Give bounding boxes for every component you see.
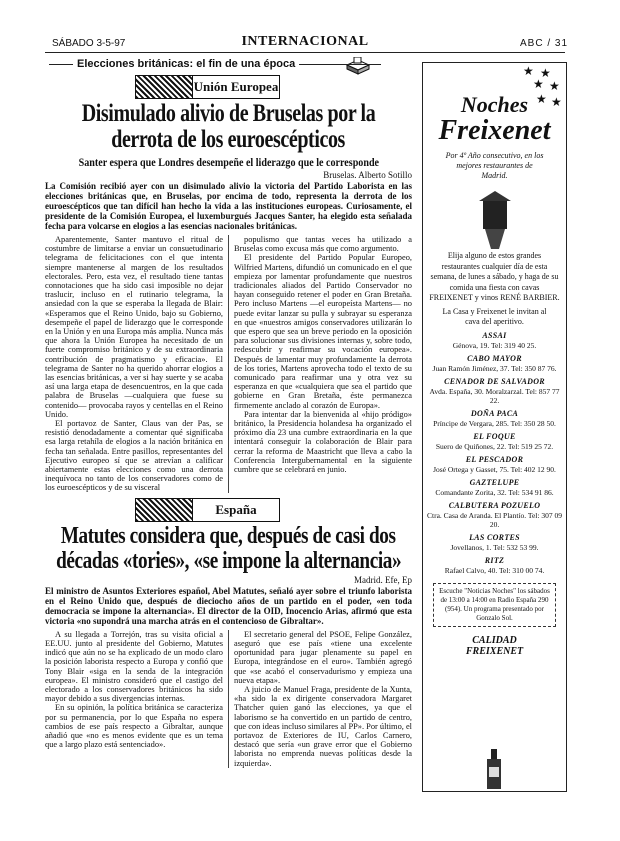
ad-radio-notice: Escuche "Noticias Noches" los sábados de 13:00 a 14:00 en Radio España 290 (954). Un programa presentado por Gonzalo Sol. — [433, 583, 556, 627]
ad-paragraph: Elija alguno de estos grandes restaurantes cualquier día de esta semana, de lunes a sábado, y haga de su comida una fiesta con cavas FREIXENET y vinos RENÉ BARBIER. — [429, 251, 560, 302]
restaurant-name: LAS CORTES — [469, 532, 520, 542]
ad-intro: Por 4º Año consecutivo, en los mejores restaurantes de Madrid. — [445, 151, 544, 180]
paragraph: populismo que tantas veces ha utilizado a Bruselas como excusa más que como argumento. — [234, 235, 412, 254]
restaurant-address: Génova, 19. Tel: 319 40 25. — [452, 340, 537, 350]
kicker-rule-right — [299, 64, 381, 65]
paragraph: Aparentemente, Santer mantuvo el ritual de costumbre de limitarse a enviar un consuetudinario telegrama de felicitaciones con el que intenta siempre mantenerse al margen de los resultados electorales. Pero, esta vez, el resultado tiene tantas connotaciones que ha sido casi imposible no dejar traslucir, incluso en el rutinario telegrama, la ansiedad con la que se esperaba la llegada de Blair: «Esperamos que el Reino Unido, bajo su Gobierno, desempeñe el papel de liderazgo que le corresponde en la Unión y en una Europa más amplia. Nunca más que ahora la Unión Europea ha necesitado de un fuerte compromiso británico y de su extraordinaria contribución de pragmatismo y eficacia». El telegrama de Santer no ha querido ahorrar elogios a las esencias británicas, a ver si hay suerte y se acaba así una larga etapa de desencuentros, en la que cada palabra de Bruselas —cualquiera que fuese su contenido— provocaba rayos y centellas en el Reino Unido. — [45, 235, 223, 419]
restaurant-name: CABO MAYOR — [467, 353, 522, 363]
article1-column-1 — [45, 235, 223, 493]
restaurant-item — [423, 556, 566, 575]
paragraph: El presidente del Partido Popular Europeo, Wilfried Martens, difundió un comunicado en el que empieza por lamentar profundamente que nuestros tradicionales aliados del Partido Conservador no hayan conseguido retener el poder en Gran Bretaña. Pero incluso Martens —el europeísta Martens— no puede evitar lanzar su pulla y subrayar su esperanza en que «nuestros amigos conservadores utilizarán lo que espero que sea un breve periodo en la oposición para solucionar sus divisiones internas y, sobre todo, redescubrir y reafirmar su vocación europea». Después de lamentar muy profundamente la derrota de los tories, Martens aprovecha todo el texto de su comunicado para reafirmar una y otra vez su esperanza en que «cualquiera que sea el partido que gobierne en Gran Bretaña, éste permanezca firmemente anclado al corazón de Europa». — [234, 253, 412, 410]
star-icon: ★ — [540, 66, 551, 80]
main-content — [45, 56, 412, 768]
paragraph: El portavoz de Santer, Claus van der Pas, se resistió denodadamente a comentar qué significaba esa larga retahíla de elogios a la nación británica en fecha tan señalada. Entre pasillos, representantes del Ejecutivo europeo sí que se atrevían a calificar abiertamente estas elecciones como una derrota inequívoca no tanto de los conservadores como de los euroescépticos y de su visceral — [45, 419, 223, 493]
ad-calidad-line2: FREIXENET — [465, 645, 524, 657]
restaurant-address: Suero de Quiñones, 22. Tel: 519 25 72. — [435, 441, 554, 451]
article2-columns — [45, 630, 412, 768]
article2-lead: El ministro de Asuntos Exteriores español, Abel Matutes, señaló ayer sobre el triunfo laborista en el Reino Unido que, después de dieciocho años de un partido en el poder, «en toda democracia se impone la alternancia». El director de la OID, Inocencio Arias, afirmó que esta victoria «no supondrá una marcha atrás en el contencioso de Gibraltar». — [45, 585, 412, 626]
article1-byline: Bruselas. Alberto Sotillo — [323, 170, 412, 180]
section-label-text: Unión Europea — [193, 79, 279, 94]
ad-brand-line1: Noches — [460, 92, 529, 117]
column-divider — [228, 630, 229, 768]
paragraph: A su llegada a Torrejón, tras su visita oficial a EE.UU. junto al presidente del Gobierno, Matutes indicó que aún no se ha explicado de un modo claro la posición laborista respecto a Europa y confió que Tony Blair «siga en la senda de la integración europea». El ministro consideró que el castigo del electorado a los conservadores británicos ha sido mayor debido a sus divergencias internas. — [45, 629, 223, 704]
article1-lead: La Comisión recibió ayer con un disimulado alivio la victoria del Partido Laborista en las elecciones británicas que, en Bruselas, por encima de todo, representa la derrota de los euroescépticos que tan difícil han hecho la vida a las instituciones europeas. Curiosamente, el presidente de la Comisión Europea, el luxemburgués Jacques Santer, ha elegido esta señalada fecha para volcarse en elogios a las esencias nacionales británicas. — [45, 181, 412, 231]
headline-line: décadas «tories», «se impone la alternancia» — [55, 547, 402, 574]
restaurant-item — [423, 432, 566, 451]
column-divider — [228, 235, 229, 493]
section-title: INTERNACIONAL — [241, 34, 369, 49]
kicker-rule-left — [49, 64, 73, 65]
restaurant-item — [423, 331, 566, 350]
restaurant-item — [423, 377, 566, 405]
section-label-text: España — [215, 501, 257, 517]
restaurant-address: Príncipe de Vergara, 285. Tel: 350 28 50. — [433, 418, 556, 428]
section-pattern — [136, 499, 193, 521]
ad-brand-line2: Freixenet — [438, 115, 551, 146]
article1-headline — [45, 101, 412, 153]
restaurant-name: EL PESCADOR — [465, 454, 524, 464]
restaurant-name: RITZ — [484, 555, 505, 565]
star-icon: ★ — [551, 95, 562, 109]
restaurant-item — [423, 478, 566, 497]
article1-column-2 — [234, 235, 412, 493]
paragraph: En su opinión, la política británica se caracteriza por su permanencia, por lo que España no espera cambios de ese país respecto a Gibraltar, aunque añadió que «no es menos evidente que es un tema que a largo plazo está sentenciado». — [45, 703, 223, 750]
kicker — [45, 56, 385, 72]
star-icon: ★ — [536, 92, 547, 106]
ad-invite: La Casa y Freixenet le invitan al cava del aperitivo. — [442, 306, 547, 326]
article2-column-1 — [45, 630, 223, 768]
restaurant-item — [423, 354, 566, 373]
headline-line: derrota de los euroescépticos — [111, 126, 346, 153]
freixenet-advertisement — [422, 62, 567, 792]
kicker-text: Elecciones británicas: el fin de una época — [77, 58, 296, 70]
restaurant-address: Comandante Zorita, 32. Tel: 534 91 86. — [435, 487, 554, 497]
page-date: SÁBADO 3-5-97 — [52, 38, 126, 49]
restaurant-name: ASSAI — [482, 330, 507, 340]
article2-byline: Madrid. Efe, Ep — [354, 574, 412, 585]
article2-headline — [45, 524, 412, 574]
bottle-icon — [483, 749, 505, 789]
article1-columns — [45, 235, 412, 493]
restaurant-name: CENADOR DE SALVADOR — [444, 376, 545, 386]
article1-subhead: Santer espera que Londres desempeñe el liderazgo que le corresponde — [78, 155, 379, 169]
star-icon: ★ — [533, 77, 544, 91]
headline-line: Disimulado alivio de Bruselas por la — [81, 100, 376, 127]
restaurant-item — [423, 455, 566, 474]
restaurant-name: DOÑA PACA — [470, 408, 519, 418]
paragraph: Para intentar dar la bienvenida al «hijo pródigo» británico, la Presidencia holandesa ha organizado el próximo día 23 una cumbre extraordinaria en la que intentará conseguir la colaboración de Blair para cerrar la reforma de Maastricht que lleva a cabo la Conferencia Intergubernamental en la siguiente cumbre que se celebrará en junio. — [234, 409, 412, 475]
section-label-union-europea — [135, 75, 280, 99]
paragraph: A juicio de Manuel Fraga, presidente de la Xunta, «ha sido la ex dirigente conservadora Margaret Thatcher quien ganó las elecciones, ya que el laborismo se ha convertido en un partido de centro, que con ideas incluso similares al PP». Por último, el portavoz de Exteriores de IU, Carlos Carnero, destacó que sería «un grave error que el Gobierno laborista no emprenda nuevas políticas desde la izquierda». — [234, 684, 412, 768]
restaurant-address: Juan Ramón Jiménez, 37. Tel: 350 87 76. — [432, 363, 557, 373]
restaurant-address: Rafael Calvo, 40. Tel: 310 00 74. — [444, 565, 545, 575]
restaurant-list — [423, 331, 566, 575]
monastery-illustration-icon — [475, 191, 515, 251]
headline-line: Matutes considera que, después de casi dos — [61, 522, 396, 549]
restaurant-name: EL FOQUE — [473, 431, 516, 441]
section-label-espana — [135, 498, 280, 522]
restaurant-item — [423, 533, 566, 552]
star-icon: ★ — [549, 79, 560, 93]
ad-calidad-line1: CALIDAD — [472, 634, 517, 646]
restaurant-address: Jovellanos, 1. Tel: 532 53 99. — [450, 542, 539, 552]
article2-column-2 — [234, 630, 412, 768]
star-icon: ★ — [523, 64, 534, 78]
paragraph: El secretario general del PSOE, Felipe González, aseguró que ese país «tiene una excelente oportunidad para jugar plenamente su papel en Europa, integrándose en el euro». También agregó que «se acabó el conservadurismo y empieza una nueva etapa». — [234, 629, 412, 685]
restaurant-name: GAZTELUPE — [469, 477, 520, 487]
header-rule — [45, 52, 565, 53]
page-number: ABC / 31 — [520, 38, 569, 49]
section-pattern — [136, 76, 193, 98]
restaurant-name: CALBUTERA POZUELO — [448, 500, 541, 510]
restaurant-address: Avda. España, 30. Moralzarzal. Tel: 857 77 22. — [429, 386, 560, 405]
restaurant-address: Ctra. Casa de Aranda. El Plantío. Tel: 307 09 20. — [427, 510, 562, 529]
restaurant-item — [423, 501, 566, 529]
restaurant-address: José Ortega y Gasset, 75. Tel: 402 12 90. — [433, 464, 556, 474]
restaurant-item — [423, 409, 566, 428]
